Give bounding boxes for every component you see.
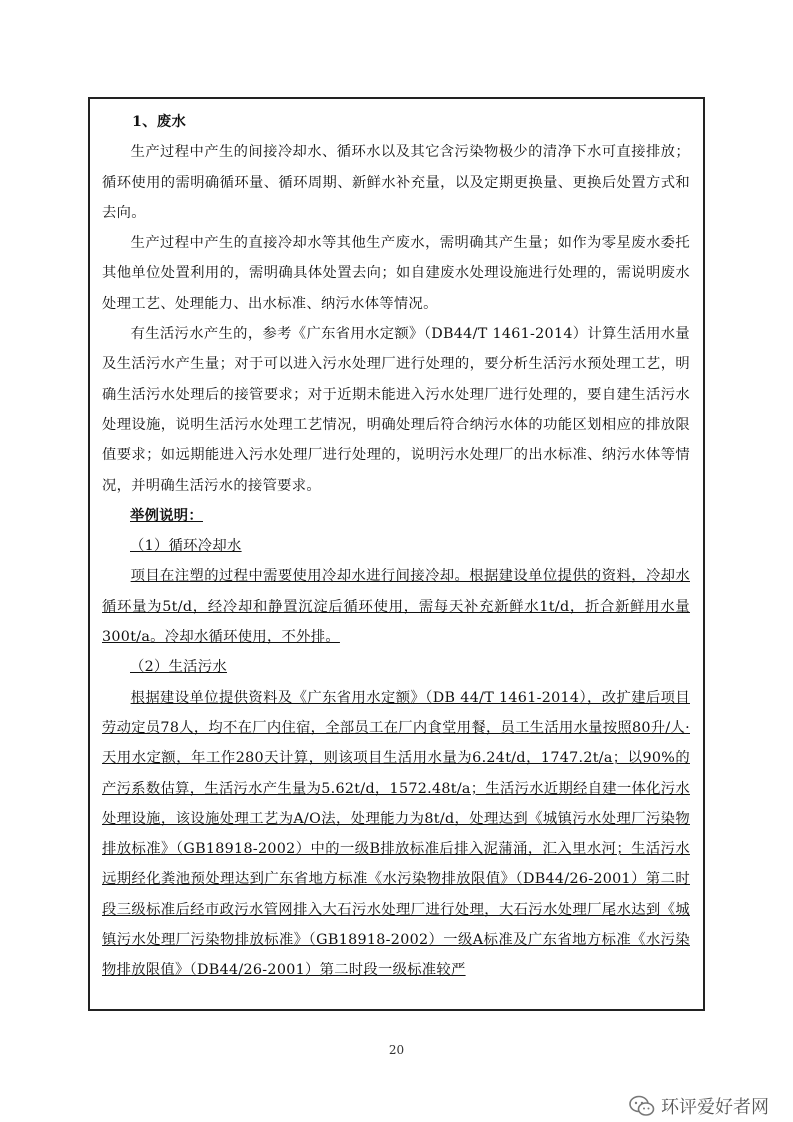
wechat-icon [629, 1095, 655, 1117]
page-number: 20 [388, 1043, 405, 1057]
example-item1-text: 项目在注塑的过程中需要使用冷却水进行间接冷却。根据建设单位提供的资料，冷却水循环量为5t/d，经冷却和静置沉淀后循环使用，需每天补充新鲜水1t/d，折合新鲜用水量300t/a。冷却水循环使用，不外排。 [102, 568, 690, 646]
example-item2-title: （2）生活污水 [130, 659, 227, 676]
watermark [629, 1093, 769, 1119]
example-item2-text: 根据建设单位提供资料及《广东省用水定额》（DB 44/T 1461-2014），改扩建后项目劳动定员78人，均不在厂内住宿，全部员工在厂内食堂用餐，员工生活用水量按照80升/人·天用水定额，年工作280天计算，则该项目生活用水量为6.24t/d，1747.2t/a；以90%的产污系数估算，生活污水产生量为5.62t/d，1572.48t/a；生活污水近期经自建一体化污水处理设施，该设施处理工艺为A/O法，处理能力为8t/d，处理达到《城镇污水处理厂污染物排放标准》（GB18918-2002）中的一级B排放标准后排入泥蒲涌，汇入里水河；生活污水远期经化粪池预处理达到广东省地方标准《水污染物排放限值》（DB44/26-2001）第二时段三级标准后经市政污水管网排入大石污水处理厂进行处理，大石污水处理厂尾水达到《城镇污水处理厂污染物排放标准》（GB18918-2002）一级A标准及广东省地方标准《水污染物排放限值》（DB44/26-2001）第二时段一级标准较严 [102, 689, 690, 979]
paragraph-production-wastewater: 生产过程中产生的直接冷却水等其他生产废水，需明确其产生量；如作为零星废水委托其他单位处置利用的，需明确具体处置去向；如自建废水处理设施进行处理的，需说明废水处理工艺、处理能力、出水标准、纳污水体等情况。 [102, 235, 690, 312]
paragraph-domestic-sewage: 有生活污水产生的，参考《广东省用水定额》（DB44/T 1461-2014）计算生活用水量及生活污水产生量；对于可以进入污水处理厂进行处理的，要分析生活污水预处理工艺，明确生活污水处理后的接管要求；对于近期未能进入污水处理厂进行处理的，要自建生活污水处理设施，说明生活污水处理工艺情况，明确处理后符合纳污水体的功能区划相应的排放限值要求；如远期能进入污水处理厂进行处理的，说明污水处理厂的出水标准、纳污水体等情况，并明确生活污水的接管要求。 [102, 326, 690, 494]
watermark-text: 环评爱好者网 [661, 1097, 769, 1118]
section-heading: 1、废水 [132, 114, 187, 130]
document-content [102, 107, 690, 986]
paragraph-cooling-water: 生产过程中产生的间接冷却水、循环水以及其它含污染物极少的清净下水可直接排放；循环使用的需明确循环量、循环周期、新鲜水补充量，以及定期更换量、更换后处置方式和去向。 [102, 144, 690, 221]
example-title: 举例说明： [130, 507, 203, 524]
document-frame [88, 97, 705, 1011]
example-item1-title: （1）循环冷却水 [130, 538, 242, 555]
